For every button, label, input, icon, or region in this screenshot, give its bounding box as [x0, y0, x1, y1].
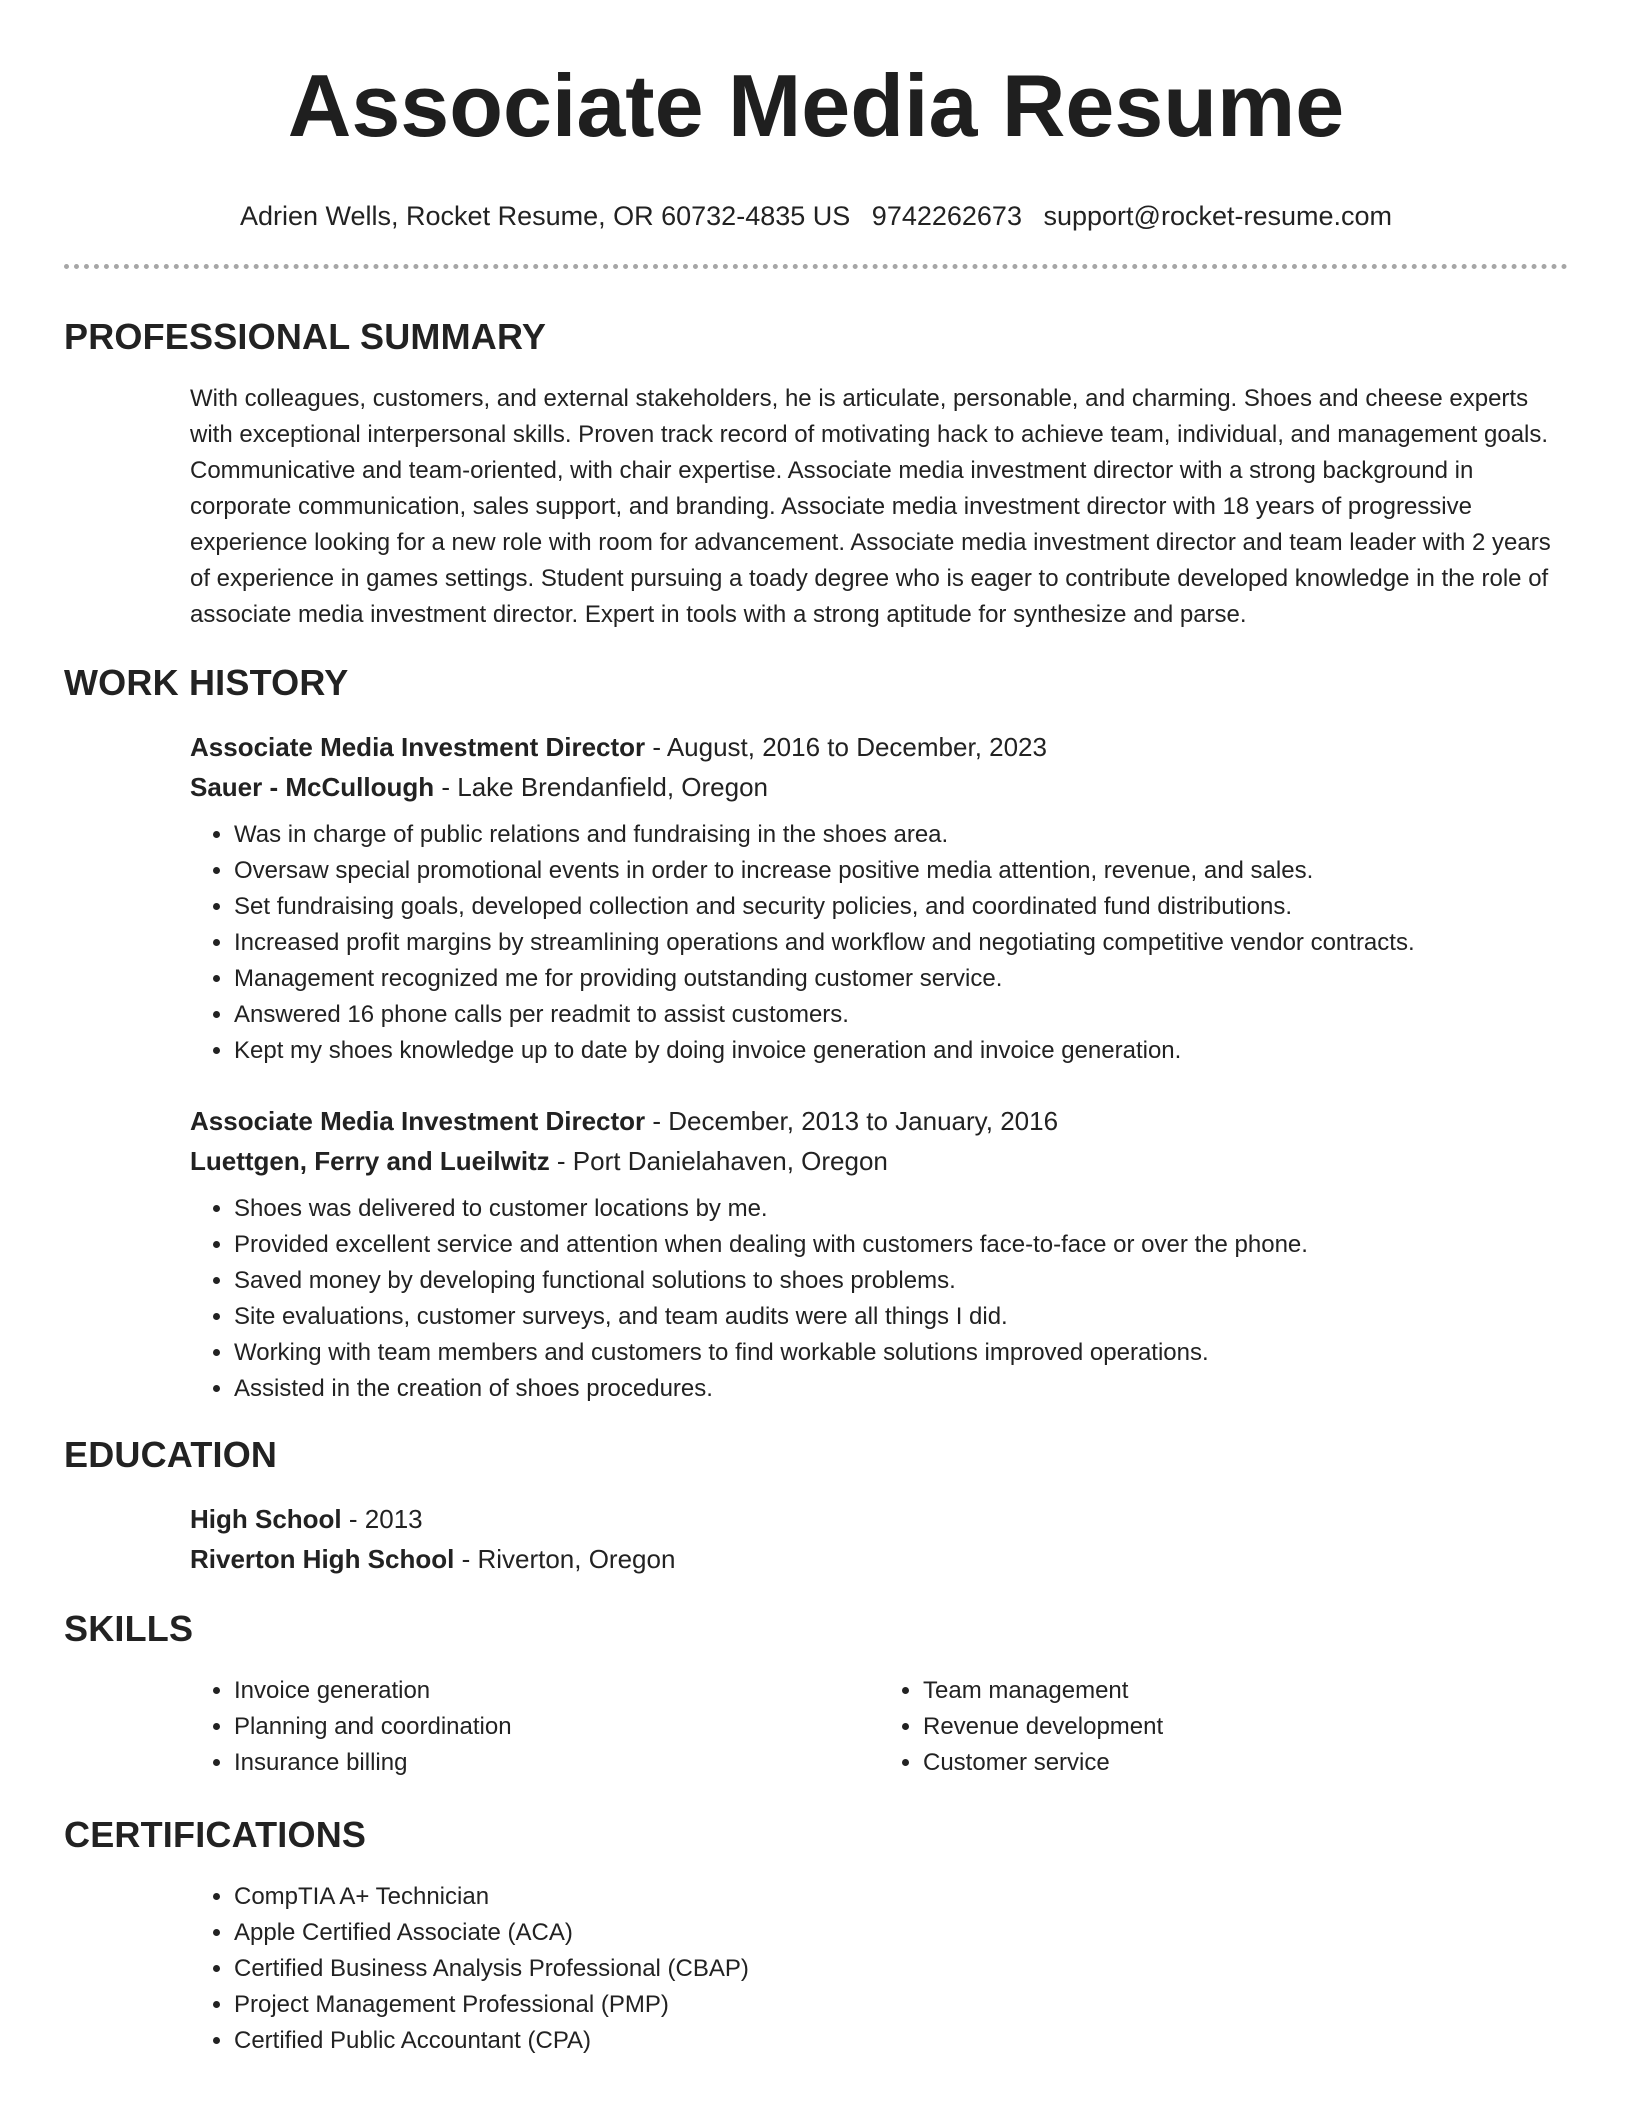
list-item: • Was in charge of public relations and fundraising in the shoes area.: [234, 817, 1568, 853]
list-item: • Oversaw special promotional events in order to increase positive media attention, revenue, and sales.: [234, 853, 1568, 889]
job-title-line: [190, 1101, 1568, 1141]
contact-phone: 9742262673: [871, 201, 1022, 231]
certifications-section: [64, 1813, 1568, 2059]
job-location: - Lake Brendanfield, Oregon: [434, 772, 768, 802]
job-company: Sauer - McCullough: [190, 772, 435, 802]
education-school: Riverton High School: [190, 1544, 455, 1574]
list-item: • Revenue development: [923, 1709, 1568, 1745]
education-section: [64, 1433, 1568, 1579]
work-history-heading: WORK HISTORY: [64, 662, 349, 703]
education-degree: High School: [190, 1504, 342, 1534]
education-school-line: [190, 1539, 1568, 1579]
list-item: • Answered 16 phone calls per readmit to assist customers.: [234, 997, 1568, 1033]
list-item: • Assisted in the creation of shoes procedures.: [234, 1371, 1568, 1407]
list-item: • Insurance billing: [234, 1745, 879, 1781]
job-entry: [190, 1101, 1568, 1407]
certifications-heading: CERTIFICATIONS: [64, 1814, 367, 1855]
list-item: • Project Management Professional (PMP): [234, 1987, 1568, 2023]
job-bullets: [190, 817, 1568, 1069]
list-item: • Set fundraising goals, developed collection and security policies, and coordinated fund distributions.: [234, 889, 1568, 925]
list-item: • Certified Business Analysis Professional (CBAP): [234, 1951, 1568, 1987]
job-dates: - August, 2016 to December, 2023: [645, 732, 1047, 762]
contact-address: Adrien Wells, Rocket Resume, OR 60732-4835 US: [239, 201, 851, 231]
list-item: • Increased profit margins by streamlining operations and workflow and negotiating competitive vendor contracts.: [234, 925, 1568, 961]
list-item: • Provided excellent service and attention when dealing with customers face-to-face or over the phone.: [234, 1227, 1568, 1263]
job-dates: - December, 2013 to January, 2016: [645, 1106, 1059, 1136]
skills-list-right: [879, 1673, 1568, 1781]
page-title: Associate Media Resume: [287, 56, 1345, 155]
list-item: • Shoes was delivered to customer locations by me.: [234, 1191, 1568, 1227]
list-item: • Management recognized me for providing outstanding customer service.: [234, 961, 1568, 997]
job-title: Associate Media Investment Director: [190, 732, 646, 762]
skills-heading: SKILLS: [64, 1608, 194, 1649]
list-item: • Kept my shoes knowledge up to date by doing invoice generation and invoice generation.: [234, 1033, 1568, 1069]
contact-email: support@rocket-resume.com: [1043, 201, 1393, 231]
job-entry: [190, 727, 1568, 1069]
list-item: • Invoice generation: [234, 1673, 879, 1709]
summary-text: With colleagues, customers, and external stakeholders, he is articulate, personable, and charming. Shoes and cheese experts with exceptional interpersonal skills. Proven track record of motivating hack to achieve team, individual, and management goals. Communicative and team-oriented, with chair expertise. Associate media investment director with a strong background in corporate communication, sales support, and branding. Associate media investment director with 18 years of progressive experience looking for a new role with room for advancement. Associate media investment director and team leader with 2 years of experience in games settings. Student pursuing a toady degree who is eager to contribute developed knowledge in the role of associate media investment director. Expert in tools with a strong aptitude for synthesize and parse.: [190, 385, 1551, 628]
list-item: • Site evaluations, customer surveys, and team audits were all things I did.: [234, 1299, 1568, 1335]
job-bullets: [190, 1191, 1568, 1407]
education-degree-line: [190, 1499, 1568, 1539]
education-heading: EDUCATION: [64, 1434, 278, 1475]
work-history-section: [64, 661, 1568, 1407]
job-title-line: [190, 727, 1568, 767]
education-location: - Riverton, Oregon: [454, 1544, 676, 1574]
job-company-line: [190, 767, 1568, 807]
list-item: • Certified Public Accountant (CPA): [234, 2023, 1568, 2059]
summary-section: [64, 315, 1568, 633]
list-item: • Saved money by developing functional solutions to shoes problems.: [234, 1263, 1568, 1299]
job-company-line: [190, 1141, 1568, 1181]
list-item: • CompTIA A+ Technician: [234, 1879, 1568, 1915]
skills-grid: [190, 1673, 1568, 1781]
job-company: Luettgen, Ferry and Lueilwitz: [190, 1146, 550, 1176]
list-item: • Apple Certified Associate (ACA): [234, 1915, 1568, 1951]
list-item: • Planning and coordination: [234, 1709, 879, 1745]
summary-heading: PROFESSIONAL SUMMARY: [64, 316, 547, 357]
skills-list-left: [190, 1673, 879, 1781]
list-item: • Customer service: [923, 1745, 1568, 1781]
header-divider: [64, 264, 1568, 269]
skills-section: [64, 1607, 1568, 1781]
job-title: Associate Media Investment Director: [190, 1106, 646, 1136]
education-year: - 2013: [341, 1504, 423, 1534]
certifications-list: [190, 1879, 1568, 2059]
job-location: - Port Danielahaven, Oregon: [549, 1146, 888, 1176]
list-item: • Working with team members and customers to find workable solutions improved operations.: [234, 1335, 1568, 1371]
contact-line: [64, 200, 1568, 232]
list-item: • Team management: [923, 1673, 1568, 1709]
